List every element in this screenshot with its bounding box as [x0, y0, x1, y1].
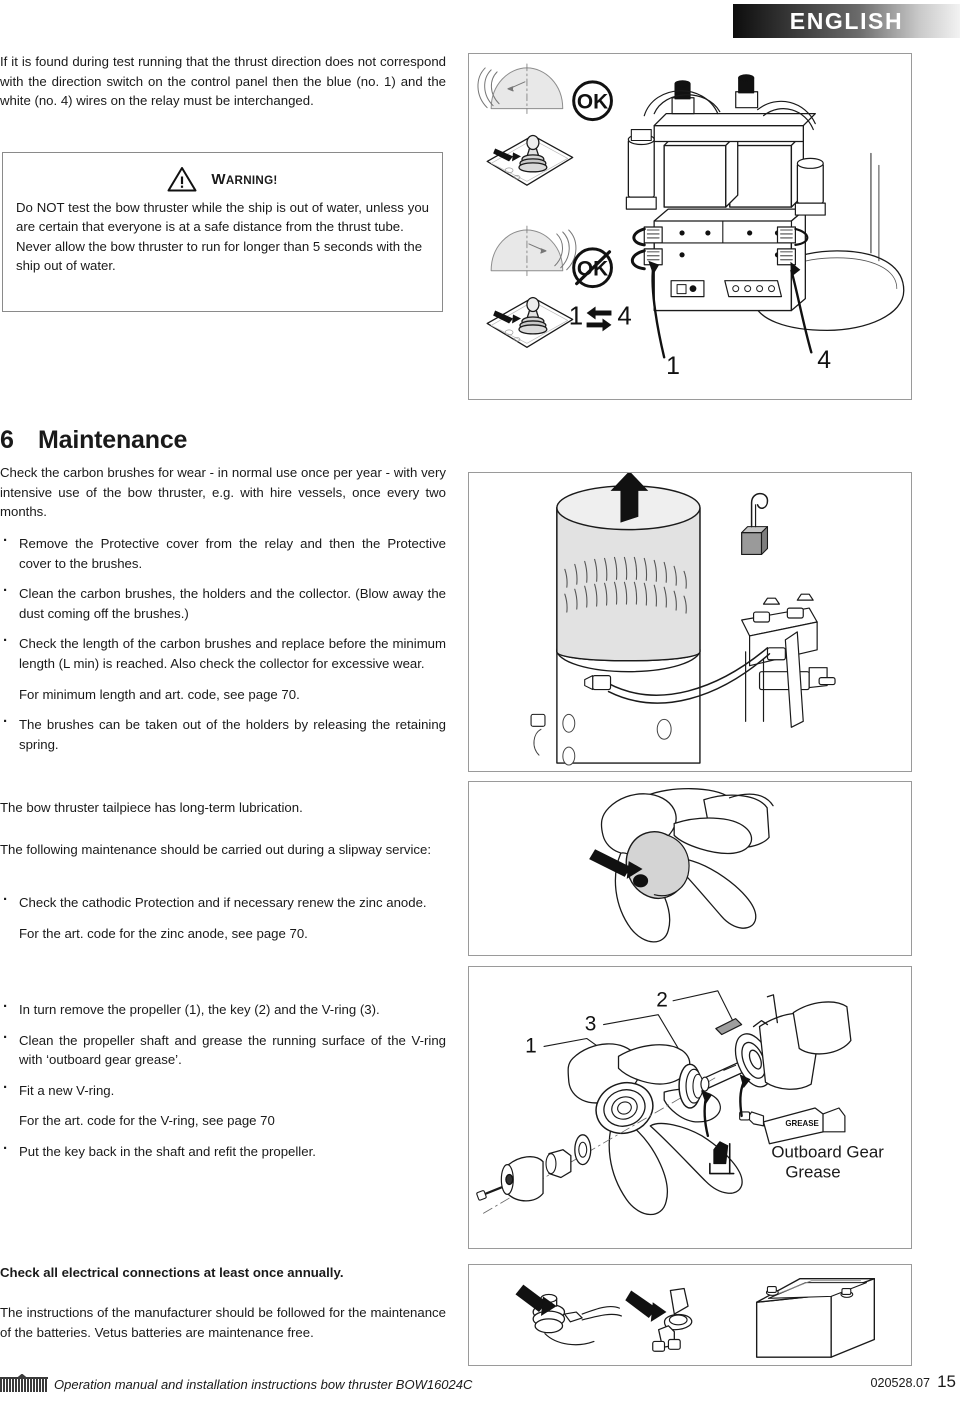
language-label: ENGLISH: [789, 7, 904, 34]
propeller-label-1: 1: [525, 1034, 537, 1058]
electrical-heading-block: [0, 1263, 446, 1283]
list-item: · Clean the propeller shaft and grease the running surface of the V-ring with ‘outboard gear grease’.: [0, 1031, 446, 1070]
maintenance-intro: Check the carbon brushes for wear - in normal use once per year - with very intensive use of the bow thruster, e.g. with hire vessels, once every two months.: [0, 465, 446, 520]
intro-paragraph: If it is found during test running that the thrust direction does not correspond with the direction switch on the control panel then the blue (no. 1) and the white (no. 4) wires on the relay must be interchanged.: [0, 54, 446, 109]
swap-indicator: [569, 302, 632, 331]
list-note: For minimum length and art. code, see page 70.: [19, 686, 300, 702]
list-item: · The brushes can be taken out of the holders by releasing the retaining spring.: [0, 715, 446, 754]
propeller-bullet-list: [0, 1000, 446, 1173]
document-code: 020528.07: [870, 1376, 931, 1390]
warning-header: [3, 166, 442, 192]
figure-relay-wiring-svg: [469, 54, 911, 399]
footer-page-info: [871, 1372, 956, 1392]
warning-line-1: Do NOT test the bow thruster while the ship is out of water, unless you are certain that everyone is at a safe distance from the thrust tube.: [16, 200, 429, 235]
list-item: · Check the cathodic Protection and if necessary renew the zinc anode.: [0, 893, 446, 913]
maintenance-bullet-list: [0, 534, 446, 765]
propeller-label-2: 2: [656, 988, 668, 1012]
joystick-ok-illustration: [478, 64, 573, 185]
page-number: 15: [937, 1372, 956, 1391]
battery-terminal-bolt: [515, 1285, 621, 1345]
battery-illustration: [757, 1279, 875, 1357]
electrical-paragraph-block: [0, 1303, 446, 1342]
tailpiece-note: The bow thruster tailpiece has long-term lubrication.: [0, 800, 303, 815]
swap-right-label: 4: [617, 302, 632, 331]
warning-title: WARNING!: [211, 170, 278, 188]
vetus-logo: [0, 1377, 48, 1392]
list-item: · Fit a new V-ring.: [0, 1081, 446, 1101]
swap-left-label: 1: [568, 302, 584, 331]
grease-label-line2: Grease: [785, 1162, 841, 1182]
warning-text-block: [3, 198, 442, 276]
list-item: · Clean the carbon brushes, the holders and the collector. (Blow away the dust coming off the brushes.): [0, 584, 446, 623]
section-title: Maintenance: [38, 426, 188, 454]
figure-zinc-anode: [468, 781, 912, 956]
figure-propeller-exploded-svg: [469, 967, 911, 1248]
list-note: For the art. code for the V-ring, see page 70: [19, 1113, 275, 1129]
grease-tube-illustration: [740, 1108, 845, 1144]
grease-tube-text: GREASE: [785, 1118, 819, 1128]
propeller-label-3: 3: [584, 1012, 597, 1036]
ok-label: OK: [576, 90, 609, 114]
carbon-brush-illustration: [742, 494, 768, 555]
relay-callout-1: 1: [666, 353, 680, 381]
maintenance-intro-block: [0, 463, 446, 522]
warning-line-2: Never allow the bow thruster to run for longer than 5 seconds with the ship out of water.: [16, 238, 423, 274]
list-item: · Check the length of the carbon brushes and replace before the minimum length (L min) is reached. Also check the collector for excessive wear.: [0, 634, 446, 673]
electrical-paragraph: The instructions of the manufacturer should be followed for the maintenance of the batteries. Vetus batteries are maintenance free.: [0, 1305, 446, 1340]
footer-text: Operation manual and installation instructions bow thruster BOW16024C: [54, 1376, 473, 1392]
relay-callout-4: 4: [817, 347, 832, 375]
grease-label-line1: Outboard Gear: [771, 1142, 884, 1162]
list-item: · Remove the Protective cover from the relay and then the Protective cover to the brushes.: [0, 534, 446, 573]
list-note: For the art. code for the zinc anode, see page 70.: [19, 925, 308, 941]
section-number: 6: [0, 426, 14, 454]
not-ok-badge: [574, 249, 612, 287]
slipway-intro-block: [0, 840, 446, 860]
figure-battery-connections: [468, 1264, 912, 1366]
warning-box: [2, 152, 443, 312]
joystick-not-ok-illustration: [487, 226, 576, 347]
slipway-bullet-list: [0, 893, 446, 954]
footer: [0, 1372, 960, 1396]
electrical-heading: Check all electrical connections at least once annually.: [0, 1265, 344, 1280]
ok-badge: [574, 82, 612, 120]
list-item: · In turn remove the propeller (1), the key (2) and the V-ring (3).: [0, 1000, 446, 1020]
figure-brush-cover: [468, 472, 912, 772]
language-banner: [733, 4, 960, 38]
figure-relay-wiring: [468, 53, 912, 400]
intro-paragraph-block: [0, 52, 446, 111]
tailpiece-note-block: [0, 798, 446, 818]
warning-triangle-icon: [167, 166, 197, 192]
page-title: [0, 426, 187, 455]
not-ok-label: OK: [576, 257, 609, 281]
relay-assembly-illustration: [626, 75, 903, 380]
list-item: · Put the key back in the shaft and refit the propeller.: [0, 1142, 446, 1162]
figure-zinc-anode-svg: [469, 782, 911, 955]
figure-battery-connections-svg: [469, 1265, 911, 1365]
slipway-intro: The following maintenance should be carried out during a slipway service:: [0, 842, 432, 857]
figure-brush-cover-svg: [469, 473, 911, 771]
battery-terminal-clamp: [625, 1289, 691, 1352]
figure-propeller-exploded: [468, 966, 912, 1249]
